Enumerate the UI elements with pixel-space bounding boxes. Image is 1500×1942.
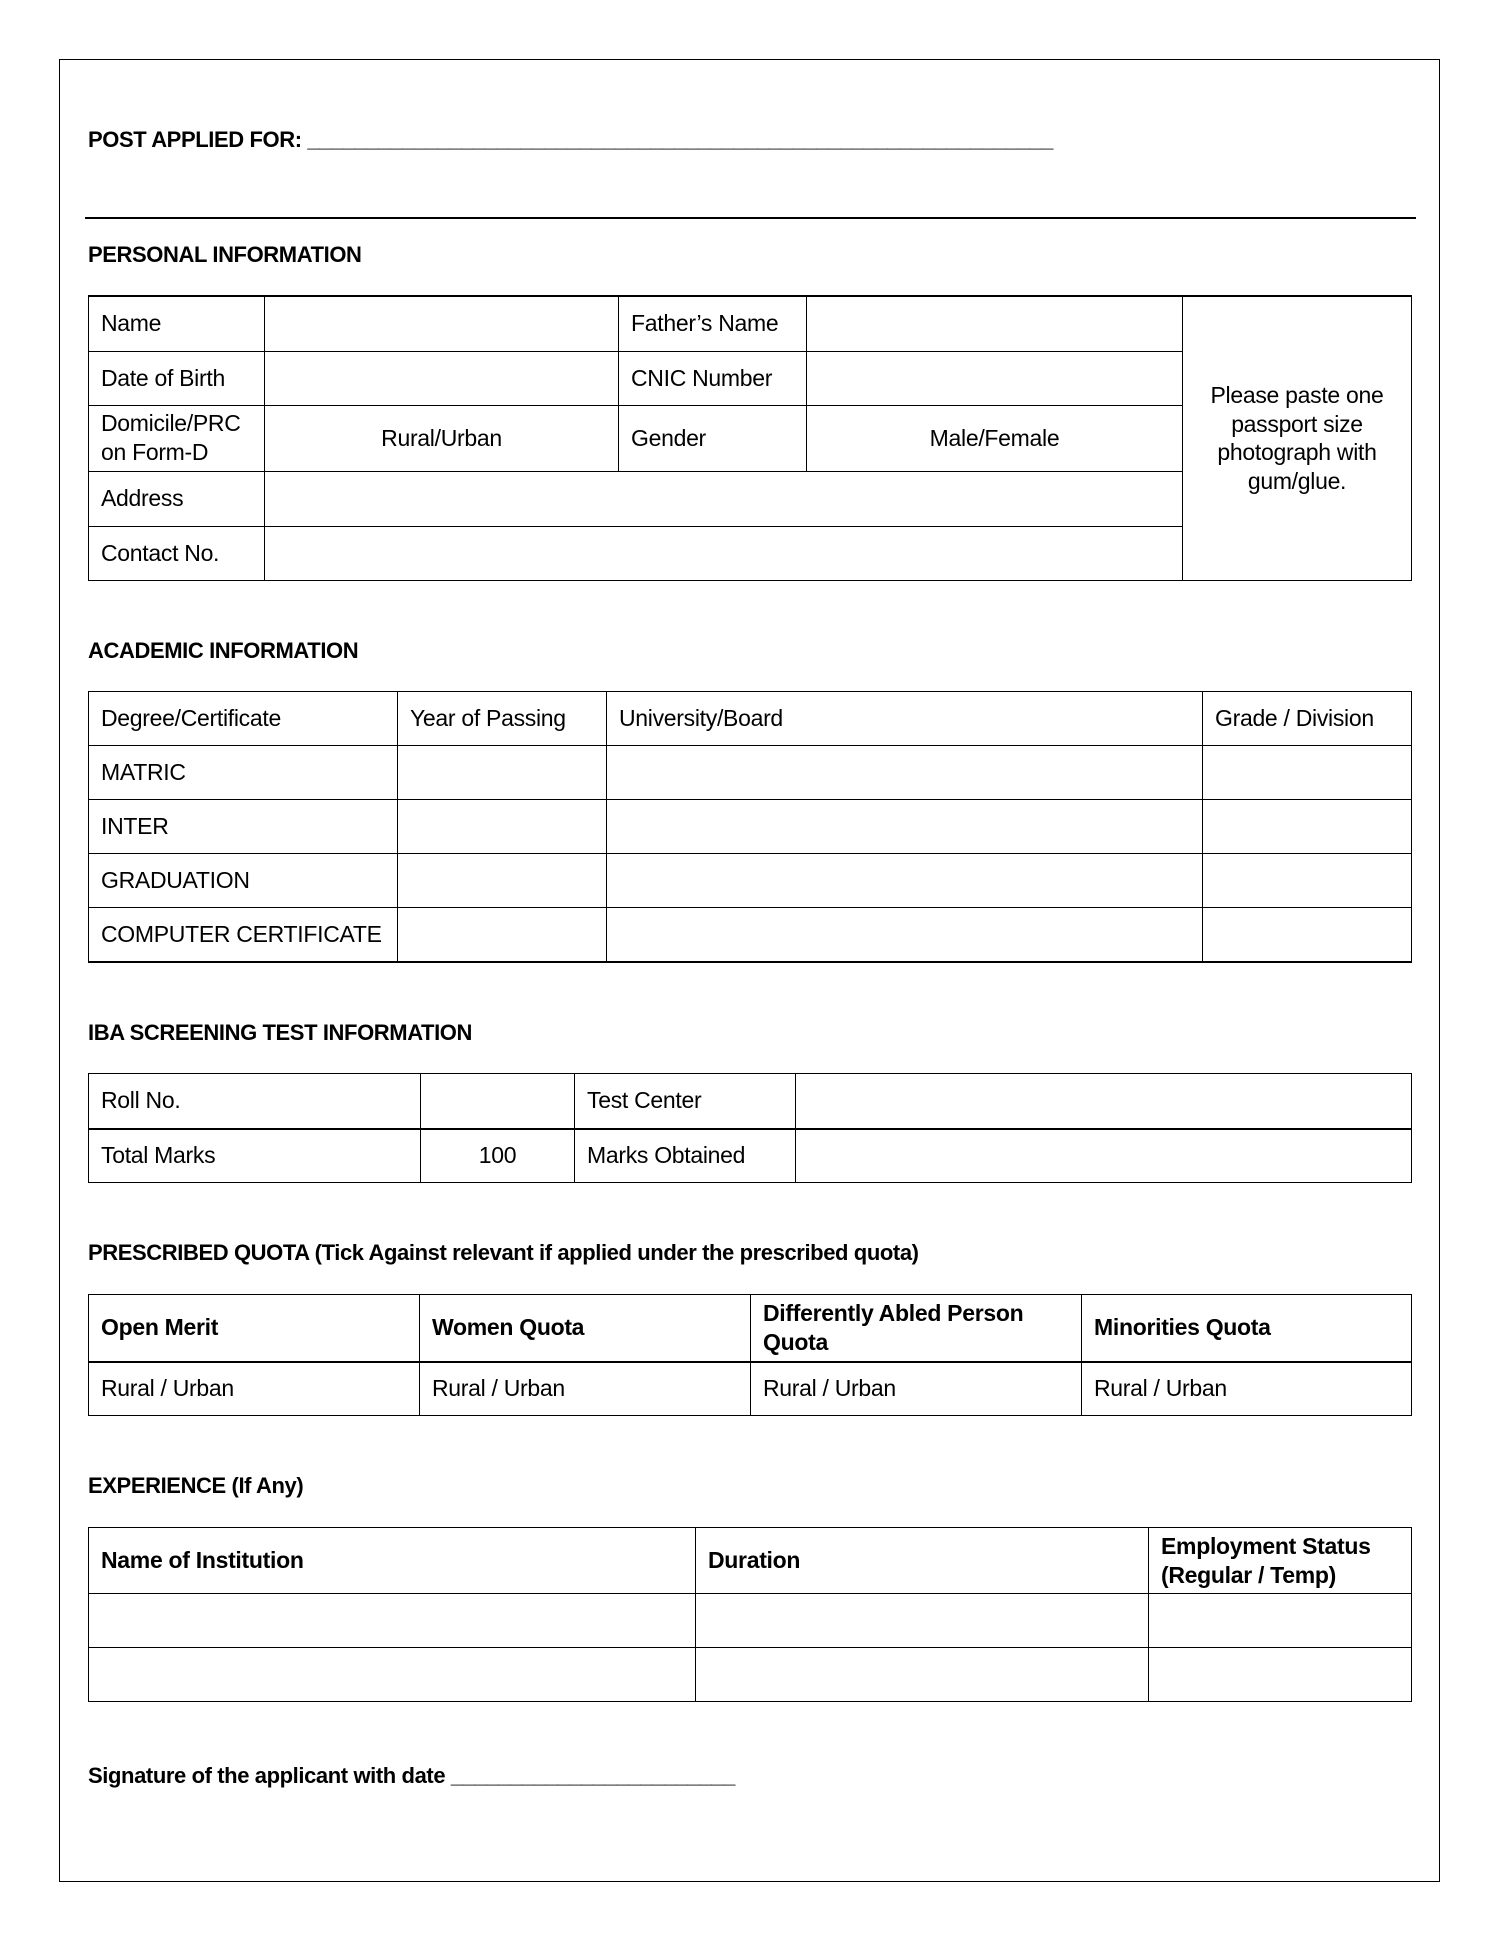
- photo-box[interactable]: [1183, 296, 1412, 580]
- photo-instructions: Please paste one passport size photograph with gum/glue.: [1210, 381, 1384, 494]
- marks-obtained-field[interactable]: [796, 1129, 1412, 1183]
- post-applied-label: POST APPLIED FOR:: [88, 127, 302, 152]
- iba-test-heading: IBA SCREENING TEST INFORMATION: [88, 1020, 473, 1045]
- domicile-field[interactable]: Rural/Urban: [265, 405, 619, 471]
- col-employment-status: Employment Status (Regular / Temp): [1149, 1528, 1412, 1594]
- board-field[interactable]: [607, 800, 1203, 854]
- personal-info-table: [88, 295, 1412, 581]
- father-name-label: Father’s Name: [619, 296, 807, 351]
- col-degree: Degree/Certificate: [89, 692, 398, 746]
- test-center-field[interactable]: [796, 1074, 1412, 1129]
- gender-label: Gender: [619, 405, 807, 471]
- quota-minorities: Minorities Quota: [1082, 1295, 1412, 1362]
- col-duration: Duration: [696, 1528, 1149, 1594]
- roll-no-label: Roll No.: [89, 1074, 421, 1129]
- degree-cell: MATRIC: [89, 746, 398, 800]
- academic-header-row: [89, 692, 1412, 746]
- experience-header-row: [89, 1528, 1412, 1594]
- academic-info-table: [88, 691, 1412, 963]
- institution-field[interactable]: [89, 1594, 696, 1648]
- total-marks-value: 100: [421, 1129, 575, 1183]
- cnic-label: CNIC Number: [619, 351, 807, 405]
- personal-info-heading: PERSONAL INFORMATION: [88, 242, 362, 267]
- address-label: Address: [89, 471, 265, 526]
- dob-field[interactable]: [265, 351, 619, 405]
- domicile-label-line1: Domicile/PRC: [101, 410, 241, 437]
- quota-women: Women Quota: [420, 1295, 751, 1362]
- post-applied-field[interactable]: _______________________________________________________________: [307, 127, 1053, 152]
- degree-cell: COMPUTER CERTIFICATE: [89, 908, 398, 962]
- experience-table: [88, 1527, 1412, 1702]
- domicile-label: [89, 405, 265, 471]
- board-field[interactable]: [607, 908, 1203, 962]
- name-field[interactable]: [265, 296, 619, 351]
- table-row: [89, 908, 1412, 962]
- status-field[interactable]: [1149, 1594, 1412, 1648]
- signature-label: Signature of the applicant with date: [88, 1763, 446, 1788]
- father-name-field[interactable]: [807, 296, 1183, 351]
- year-field[interactable]: [398, 800, 607, 854]
- table-row: [89, 1594, 1412, 1648]
- quota-open-merit: Open Merit: [89, 1295, 420, 1362]
- quota-heading: PRESCRIBED QUOTA (Tick Against relevant if applied under the prescribed quota): [88, 1240, 919, 1265]
- header-divider: [85, 217, 1416, 219]
- table-row: [89, 746, 1412, 800]
- institution-field[interactable]: [89, 1648, 696, 1702]
- year-field[interactable]: [398, 854, 607, 908]
- grade-field[interactable]: [1203, 854, 1412, 908]
- year-field[interactable]: [398, 908, 607, 962]
- col-board: University/Board: [607, 692, 1203, 746]
- table-row: [89, 854, 1412, 908]
- grade-field[interactable]: [1203, 746, 1412, 800]
- table-row: [89, 1648, 1412, 1702]
- table-row: [89, 800, 1412, 854]
- iba-test-table: [88, 1073, 1412, 1183]
- quota-options-row: [89, 1362, 1412, 1416]
- domicile-label-line2: on Form-D: [101, 439, 209, 465]
- col-grade: Grade / Division: [1203, 692, 1412, 746]
- signature-row: [88, 1763, 735, 1789]
- quota-differently-abled-option[interactable]: Rural / Urban: [751, 1362, 1082, 1416]
- marks-obtained-label: Marks Obtained: [575, 1129, 796, 1183]
- degree-cell: GRADUATION: [89, 854, 398, 908]
- quota-table: [88, 1294, 1412, 1416]
- total-marks-label: Total Marks: [89, 1129, 421, 1183]
- col-institution: Name of Institution: [89, 1528, 696, 1594]
- contact-field[interactable]: [265, 526, 1183, 580]
- quota-differently-abled: Differently Abled Person Quota: [751, 1295, 1082, 1362]
- contact-label: Contact No.: [89, 526, 265, 580]
- experience-heading: EXPERIENCE (If Any): [88, 1473, 304, 1498]
- quota-header-row: [89, 1295, 1412, 1362]
- address-field[interactable]: [265, 471, 1183, 526]
- year-field[interactable]: [398, 746, 607, 800]
- status-field[interactable]: [1149, 1648, 1412, 1702]
- quota-minorities-option[interactable]: Rural / Urban: [1082, 1362, 1412, 1416]
- col-year: Year of Passing: [398, 692, 607, 746]
- quota-women-option[interactable]: Rural / Urban: [420, 1362, 751, 1416]
- duration-field[interactable]: [696, 1648, 1149, 1702]
- degree-cell: INTER: [89, 800, 398, 854]
- grade-field[interactable]: [1203, 800, 1412, 854]
- test-center-label: Test Center: [575, 1074, 796, 1129]
- roll-no-field[interactable]: [421, 1074, 575, 1129]
- duration-field[interactable]: [696, 1594, 1149, 1648]
- name-label: Name: [89, 296, 265, 351]
- board-field[interactable]: [607, 854, 1203, 908]
- signature-field[interactable]: ________________________: [450, 1763, 735, 1788]
- dob-label: Date of Birth: [89, 351, 265, 405]
- quota-open-merit-option[interactable]: Rural / Urban: [89, 1362, 420, 1416]
- gender-field[interactable]: Male/Female: [807, 405, 1183, 471]
- cnic-field[interactable]: [807, 351, 1183, 405]
- academic-info-heading: ACADEMIC INFORMATION: [88, 638, 359, 663]
- post-applied-row: [88, 127, 1053, 153]
- grade-field[interactable]: [1203, 908, 1412, 962]
- board-field[interactable]: [607, 746, 1203, 800]
